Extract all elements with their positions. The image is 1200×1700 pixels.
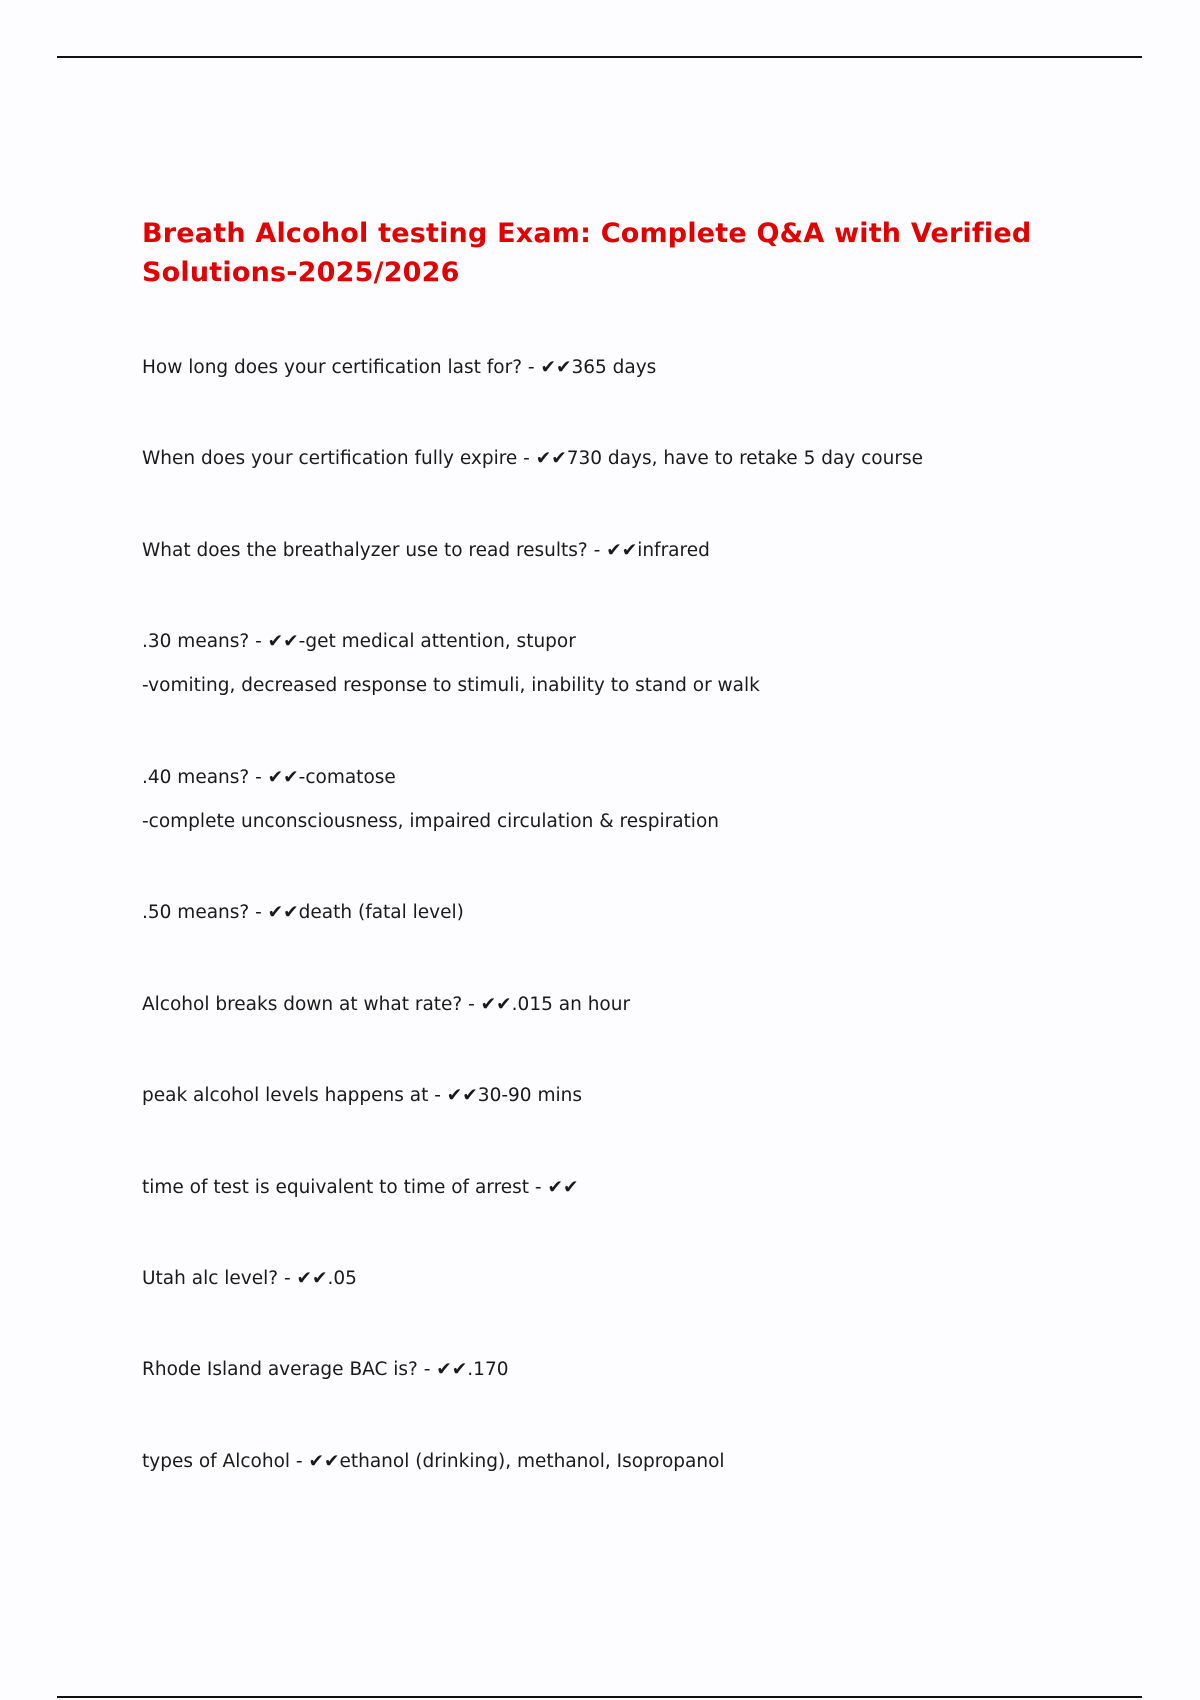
qa-line: time of test is equivalent to time of arrest - ✔✔ [142,1177,579,1198]
qa-item [142,891,1142,935]
qa-line-continued: -vomiting, decreased response to stimuli, inability to stand or walk [142,675,760,696]
qa-line: peak alcohol levels happens at - ✔✔30-90 mins [142,1085,582,1106]
qa-line: Alcohol breaks down at what rate? - ✔✔.015 an hour [142,994,631,1015]
qa-item [142,620,1142,708]
qa-item [142,1166,1142,1210]
qa-line: When does your certification fully expire - ✔✔730 days, have to retake 5 day course [142,448,923,469]
title-line-1: Breath Alcohol testing Exam: Complete Q&A with Verified [142,218,1032,249]
qa-item [142,1257,1142,1301]
qa-line: .50 means? - ✔✔death (fatal level) [142,902,464,923]
qa-line: .40 means? - ✔✔-comatose [142,767,396,788]
qa-line: types of Alcohol - ✔✔ethanol (drinking), methanol, Isopropanol [142,1451,725,1472]
qa-line-continued: -complete unconsciousness, impaired circulation & respiration [142,811,719,832]
qa-item [142,1348,1142,1392]
qa-line: .30 means? - ✔✔-get medical attention, stupor [142,631,576,652]
qa-item [142,756,1142,844]
qa-item [142,437,1142,481]
title-line-2: Solutions-2025/2026 [142,257,460,288]
qa-line: Rhode Island average BAC is? - ✔✔.170 [142,1359,509,1380]
qa-item [142,346,1142,390]
qa-item [142,1074,1142,1118]
qa-item [142,529,1142,573]
footer-rule [57,1696,1142,1698]
qa-item [142,983,1142,1027]
document-title [142,214,1102,292]
qa-line: How long does your certification last for? - ✔✔365 days [142,357,657,378]
header-rule [57,56,1142,58]
qa-item [142,1440,1142,1484]
qa-line: What does the breathalyzer use to read results? - ✔✔infrared [142,540,710,561]
qa-line: Utah alc level? - ✔✔.05 [142,1268,357,1289]
